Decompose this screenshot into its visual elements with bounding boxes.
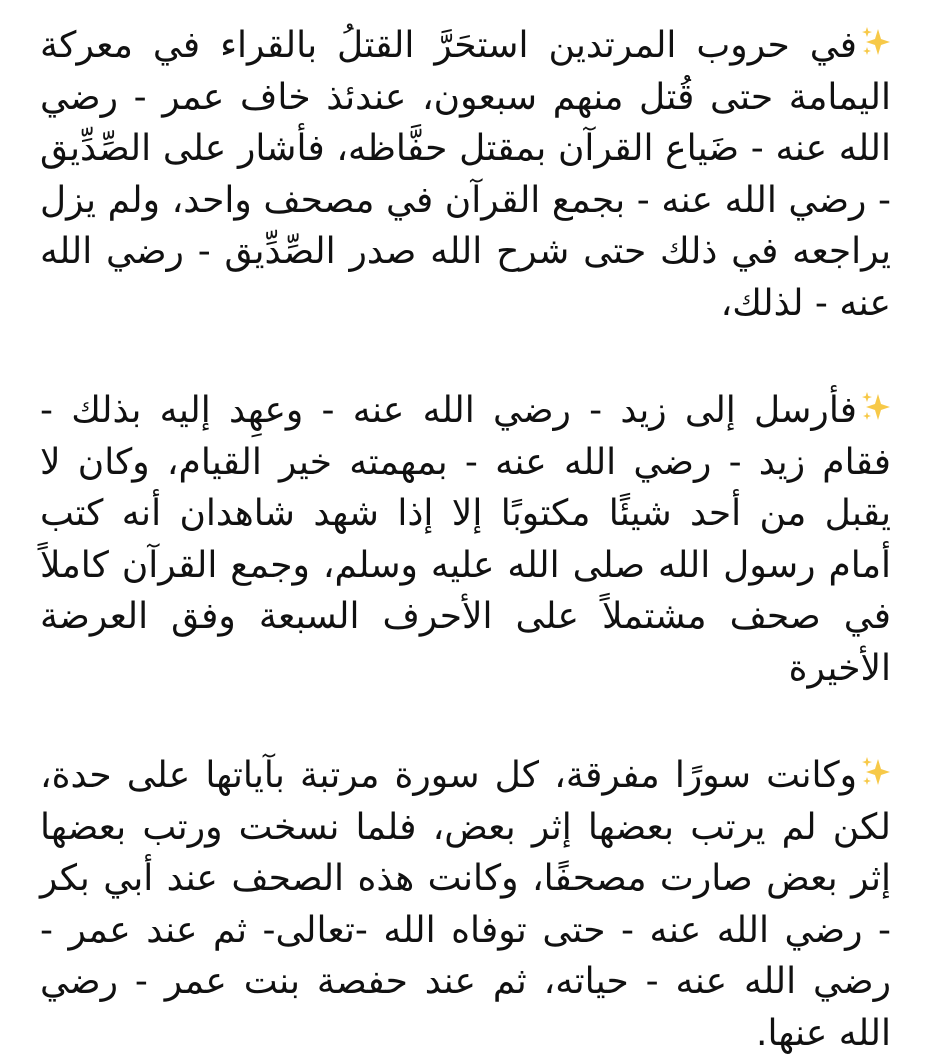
paragraph-2 (40, 385, 891, 694)
sparkles-icon (861, 25, 891, 59)
paragraph-2-text: فأرسل إلى زيد - رضي الله عنه - وعهِد إليه بذلك - فقام زيد - رضي الله عنه - بمهمته خير القيام، وكان لا يقبل من أحد شيئًا مكتوبًا إلا إذا شهد شاهدان أنه كتب أمام رسول الله صلى الله عليه وسلم، وجمع القرآن كاملاً في صحف مشتملاً على الأحرف السبعة وفق العرضة الأخيرة (40, 390, 891, 689)
sparkles-icon (861, 755, 891, 789)
paragraph-3-text: وكانت سورًا مفرقة، كل سورة مرتبة بآياتها على حدة، لكن لم يرتب بعضها إثر بعض، فلما نسخت ورتب بعضها إثر بعض صارت مصحفًا، وكانت هذه الصحف عند أبي بكر - رضي الله عنه - حتى توفاه الله -تعالى- ثم عند عمر - رضي الله عنه - حياته، ثم عند حفصة بنت عمر - رضي الله عنها. (40, 755, 891, 1054)
paragraph-1-text: في حروب المرتدين استحَرَّ القتلُ بالقراء في معركة اليمامة حتى قُتل منهم سبعون، عندئذ خاف عمر - رضي الله عنه - ضَياع القرآن بمقتل حفَّاظه، فأشار على الصِّدِّيق - رضي الله عنه - بجمع القرآن في مصحف واحد، ولم يزل يراجعه في ذلك حتى شرح الله صدر الصِّدِّيق - رضي الله عنه - لذلك، (40, 25, 891, 324)
paragraph-3 (40, 750, 891, 1059)
sparkles-icon (861, 390, 891, 424)
paragraph-1 (40, 20, 891, 329)
